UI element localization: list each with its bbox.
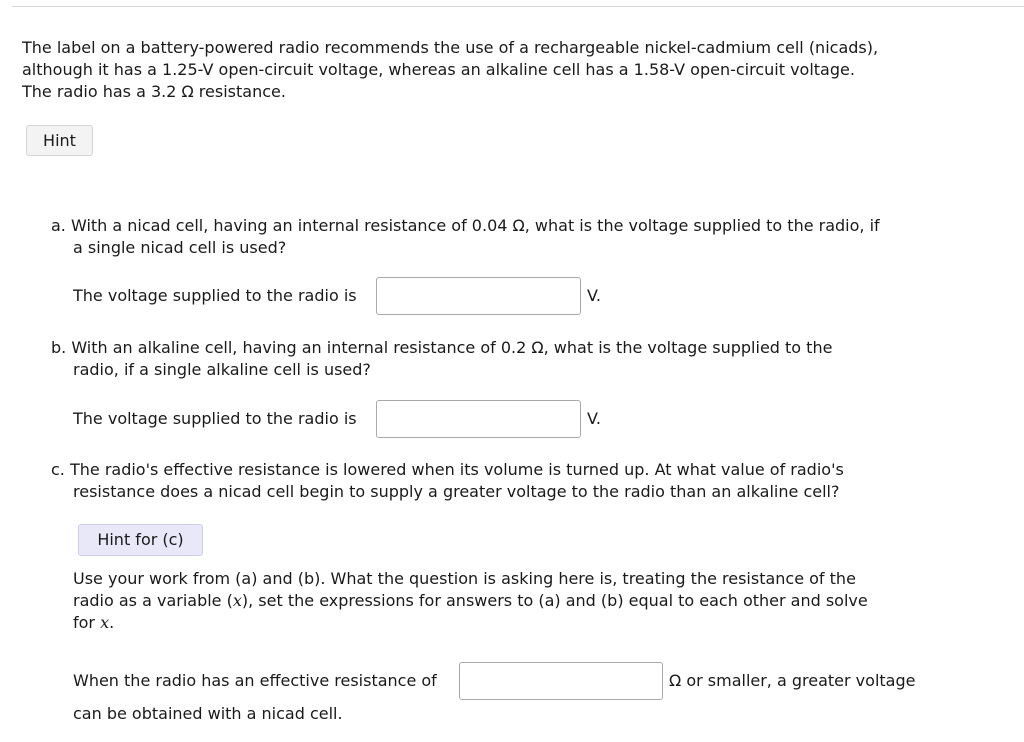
part-c-answer-label: When the radio has an effective resistance of [73, 671, 437, 690]
hint-line [73, 612, 1003, 634]
hint-text: for [73, 613, 101, 632]
part-b-answer-label: The voltage supplied to the radio is [73, 409, 357, 428]
part-c-question [51, 459, 844, 503]
hint-text: ), set the expressions for answers to (a) and (b) equal to each other and solve [241, 591, 868, 610]
question-line: b. With an alkaline cell, having an internal resistance of 0.2 Ω, what is the voltage supplied to the [51, 338, 833, 357]
part-a-unit: V. [587, 286, 601, 305]
problem-line: The label on a battery-powered radio recommends the use of a rechargeable nickel-cadmium cell (nicads), [22, 38, 879, 57]
part-c-answer-input[interactable] [459, 662, 663, 700]
question-line: a single nicad cell is used? [73, 238, 287, 257]
top-divider [12, 6, 1024, 7]
hint-line [73, 590, 1003, 612]
problem-line: The radio has a 3.2 Ω resistance. [22, 82, 286, 101]
part-a-answer-input[interactable] [376, 277, 581, 315]
part-a-question [51, 215, 880, 259]
part-b-question [51, 337, 832, 381]
question-line: resistance does a nicad cell begin to supply a greater voltage to the radio than an alkaline cell? [73, 482, 840, 501]
part-c-unit: Ω or smaller, a greater voltage [669, 671, 916, 690]
part-b-answer-input[interactable] [376, 400, 581, 438]
problem-statement [22, 37, 1012, 103]
hint-c-content [73, 568, 1003, 634]
hint-text: radio as a variable ( [73, 591, 233, 610]
hint-line: Use your work from (a) and (b). What the question is asking here is, treating the resistance of the [73, 569, 856, 588]
part-a-answer-label: The voltage supplied to the radio is [73, 286, 357, 305]
hint-button[interactable]: Hint [26, 125, 93, 156]
question-line: radio, if a single alkaline cell is used? [73, 360, 371, 379]
hint-text: . [109, 613, 115, 632]
part-b-unit: V. [587, 409, 601, 428]
hint-c-button[interactable]: Hint for (c) [78, 524, 203, 556]
hint-variable: x [100, 613, 110, 632]
problem-line: although it has a 1.25-V open-circuit voltage, whereas an alkaline cell has a 1.58-V open-circuit voltage. [22, 60, 855, 79]
question-line: c. The radio's effective resistance is lowered when its volume is turned up. At what value of radio's [51, 460, 844, 479]
hint-variable: x [232, 591, 242, 610]
question-line: a. With a nicad cell, having an internal resistance of 0.04 Ω, what is the voltage supplied to the radio, if [51, 216, 880, 235]
part-c-continuation: can be obtained with a nicad cell. [73, 704, 343, 723]
